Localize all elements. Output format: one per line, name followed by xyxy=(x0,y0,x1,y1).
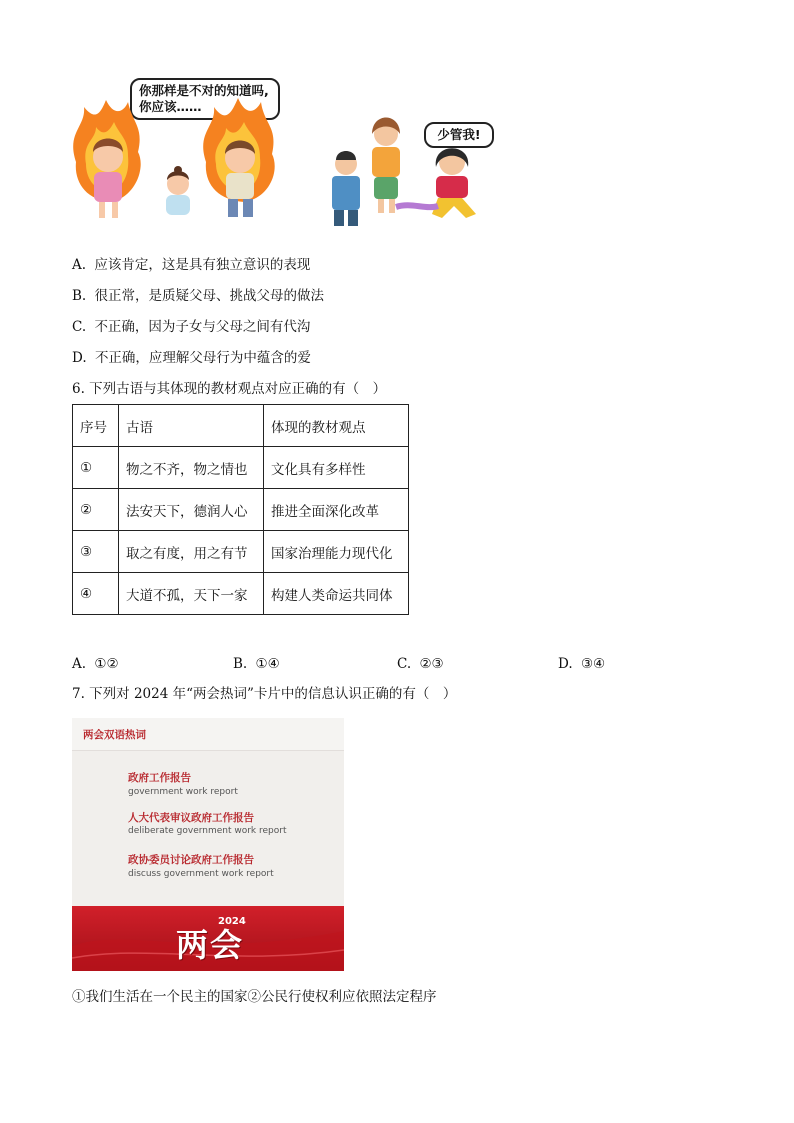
term-en: deliberate government work report xyxy=(128,826,287,836)
option-text: ①② xyxy=(94,656,119,672)
q6-table xyxy=(72,404,409,615)
term-zh: 政府工作报告 xyxy=(128,772,191,784)
row-viewpoint: 国家治理能力现代化 xyxy=(264,531,409,573)
table-row xyxy=(73,531,409,573)
header-cell-index: 序号 xyxy=(73,405,119,447)
term-en: government work report xyxy=(128,787,238,797)
card-header-title: 两会双语热词 xyxy=(83,729,146,741)
cartoon-illustration xyxy=(66,72,496,232)
row-quote: 取之有度，用之有节 xyxy=(119,531,264,573)
table-row xyxy=(73,489,409,531)
hotwords-card xyxy=(72,718,344,971)
q7-stem: 7. 下列对 2024 年“两会热词”卡片中的信息认识正确的有（ ） xyxy=(72,686,457,702)
row-index: ① xyxy=(73,447,119,489)
table-row xyxy=(73,447,409,489)
banner-year: 2024 xyxy=(218,916,246,927)
option-letter: C. xyxy=(72,319,87,335)
row-viewpoint: 推进全面深化改革 xyxy=(264,489,409,531)
table-header-row xyxy=(73,405,409,447)
option-letter: D. xyxy=(558,656,573,672)
q6-option-a[interactable] xyxy=(72,655,119,673)
q5-option-d[interactable] xyxy=(72,349,311,367)
option-letter: D. xyxy=(72,350,87,366)
row-quote: 法安天下，德润人心 xyxy=(119,489,264,531)
row-index: ② xyxy=(73,489,119,531)
speech-bubble-right-text: 少管我! xyxy=(437,127,481,142)
q5-option-a[interactable] xyxy=(72,256,310,274)
option-text: 很正常，是质疑父母、挑战父母的做法 xyxy=(94,288,325,304)
option-text: ①④ xyxy=(255,656,280,672)
header-cell-quote: 古语 xyxy=(119,405,264,447)
term-zh: 政协委员讨论政府工作报告 xyxy=(128,854,254,866)
banner-title: 两会 xyxy=(176,926,245,964)
option-text: ②③ xyxy=(419,656,444,672)
term-zh: 人大代表审议政府工作报告 xyxy=(128,812,254,824)
row-quote: 大道不孤，天下一家 xyxy=(119,573,264,615)
option-letter: A. xyxy=(72,656,87,672)
option-letter: C. xyxy=(397,656,412,672)
row-index: ③ xyxy=(73,531,119,573)
q7-statement: ①我们生活在一个民主的国家②公民行使权利应依照法定程序 xyxy=(72,989,437,1005)
option-text: 不正确，应理解父母行为中蕴含的爱 xyxy=(94,350,311,366)
card-banner xyxy=(72,906,344,971)
row-viewpoint: 构建人类命运共同体 xyxy=(264,573,409,615)
cartoon-drawing xyxy=(66,72,496,232)
q6-option-c[interactable] xyxy=(397,655,444,673)
speech-bubble-left-text: 你那样是不对的知道吗, 你应该…… xyxy=(139,83,269,114)
speech-bubble-right xyxy=(424,122,494,148)
row-quote: 物之不齐，物之情也 xyxy=(119,447,264,489)
header-cell-viewpoint: 体现的教材观点 xyxy=(264,405,409,447)
option-letter: A. xyxy=(72,257,87,273)
option-text: 应该肯定，这是具有独立意识的表现 xyxy=(94,257,311,273)
table-row xyxy=(73,573,409,615)
row-viewpoint: 文化具有多样性 xyxy=(264,447,409,489)
option-letter: B. xyxy=(233,656,248,672)
term-en: discuss government work report xyxy=(128,869,274,879)
option-text: 不正确，因为子女与父母之间有代沟 xyxy=(94,319,311,335)
q6-option-b[interactable] xyxy=(233,655,280,673)
card-header xyxy=(72,718,344,751)
q5-option-b[interactable] xyxy=(72,287,324,305)
row-index: ④ xyxy=(73,573,119,615)
q5-option-c[interactable] xyxy=(72,318,310,336)
option-text: ③④ xyxy=(580,656,606,672)
q6-stem: 6. 下列古语与其体现的教材观点对应正确的有（ ） xyxy=(72,381,387,397)
q6-option-d[interactable] xyxy=(558,655,605,673)
option-letter: B. xyxy=(72,288,87,304)
